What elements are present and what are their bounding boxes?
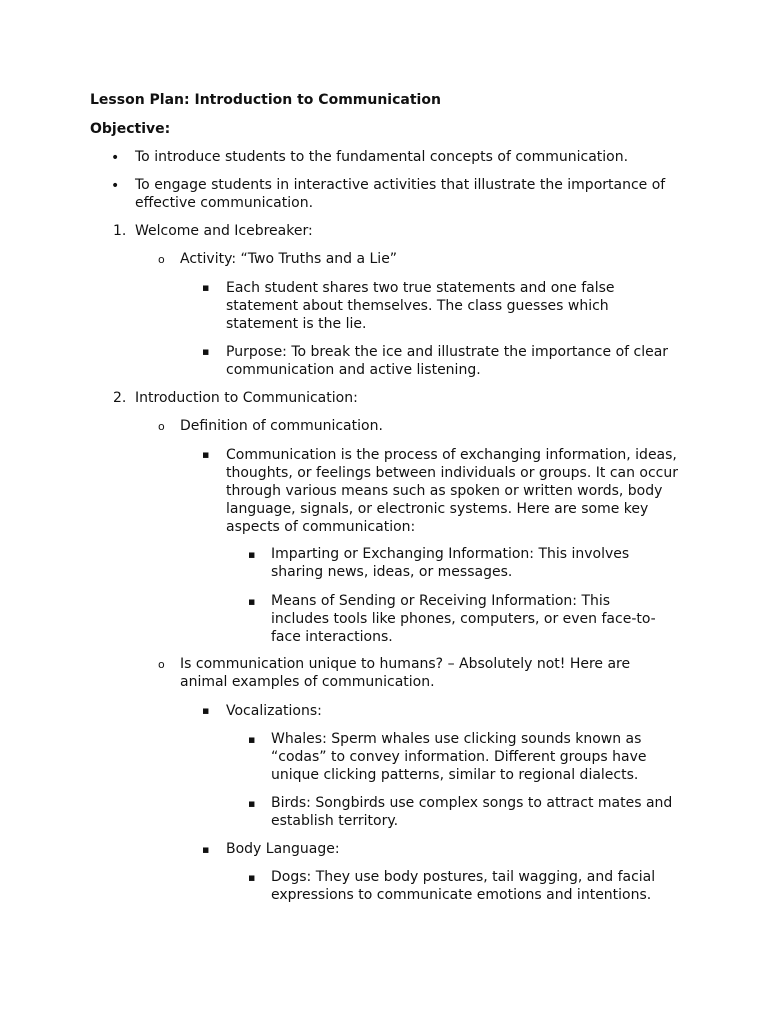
activity-point: Each student shares two true statements and one false statement about themselves. The class guesses which statement is the lie. (226, 280, 615, 332)
aspect-item: Means of Sending or Receiving Information: This includes tools like phones, computers, or even face-to-face interactions. (271, 593, 656, 645)
square-marker: ▪ (248, 733, 256, 746)
definition-text: Communication is the process of exchanging information, ideas, thoughts, or feelings between individuals or groups. It can occur through various means such as spoken or written words, body language, signals, or electronic systems. Here are some key aspects of communication: (226, 447, 679, 535)
circle-marker: o (158, 420, 165, 433)
aspect-item: Imparting or Exchanging Information: This involves sharing news, ideas, or messages. (271, 546, 630, 580)
objective-item: To engage students in interactive activities that illustrate the importance of effective communication. (135, 177, 666, 211)
objective-heading: Objective: (90, 121, 171, 137)
bullet-marker: • (111, 178, 120, 194)
vocalization-item: Whales: Sperm whales use clicking sounds known as “codas” to convey information. Different groups have unique clicking patterns, similar to regional dialects. (271, 731, 647, 783)
square-marker: ▪ (248, 871, 256, 884)
section-number: 2. (113, 390, 127, 406)
body-language-heading: Body Language: (226, 841, 340, 857)
section-title: Introduction to Communication: (135, 390, 358, 406)
square-marker: ▪ (202, 345, 210, 358)
square-marker: ▪ (248, 797, 256, 810)
bullet-marker: • (111, 150, 120, 166)
square-marker: ▪ (202, 843, 210, 856)
square-marker: ▪ (202, 281, 210, 294)
square-marker: ▪ (248, 548, 256, 561)
activity-item: Activity: “Two Truths and a Lie” (180, 251, 398, 267)
section-title: Welcome and Icebreaker: (135, 223, 313, 239)
body-language-item: Dogs: They use body postures, tail wagging, and facial expressions to communicate emotions and intentions. (271, 869, 656, 903)
circle-marker: o (158, 658, 165, 671)
square-marker: ▪ (202, 448, 210, 461)
square-marker: ▪ (248, 595, 256, 608)
square-marker: ▪ (202, 704, 210, 717)
definition-heading: Definition of communication. (180, 418, 383, 434)
section-number: 1. (113, 223, 127, 239)
objective-item: To introduce students to the fundamental concepts of communication. (135, 149, 629, 165)
question-item: Is communication unique to humans? – Absolutely not! Here are animal examples of communication. (180, 656, 631, 690)
document-title: Lesson Plan: Introduction to Communication (90, 92, 441, 108)
activity-point: Purpose: To break the ice and illustrate the importance of clear communication and active listening. (226, 344, 669, 378)
circle-marker: o (158, 253, 165, 266)
vocalizations-heading: Vocalizations: (226, 703, 322, 719)
vocalization-item: Birds: Songbirds use complex songs to attract mates and establish territory. (271, 795, 673, 829)
